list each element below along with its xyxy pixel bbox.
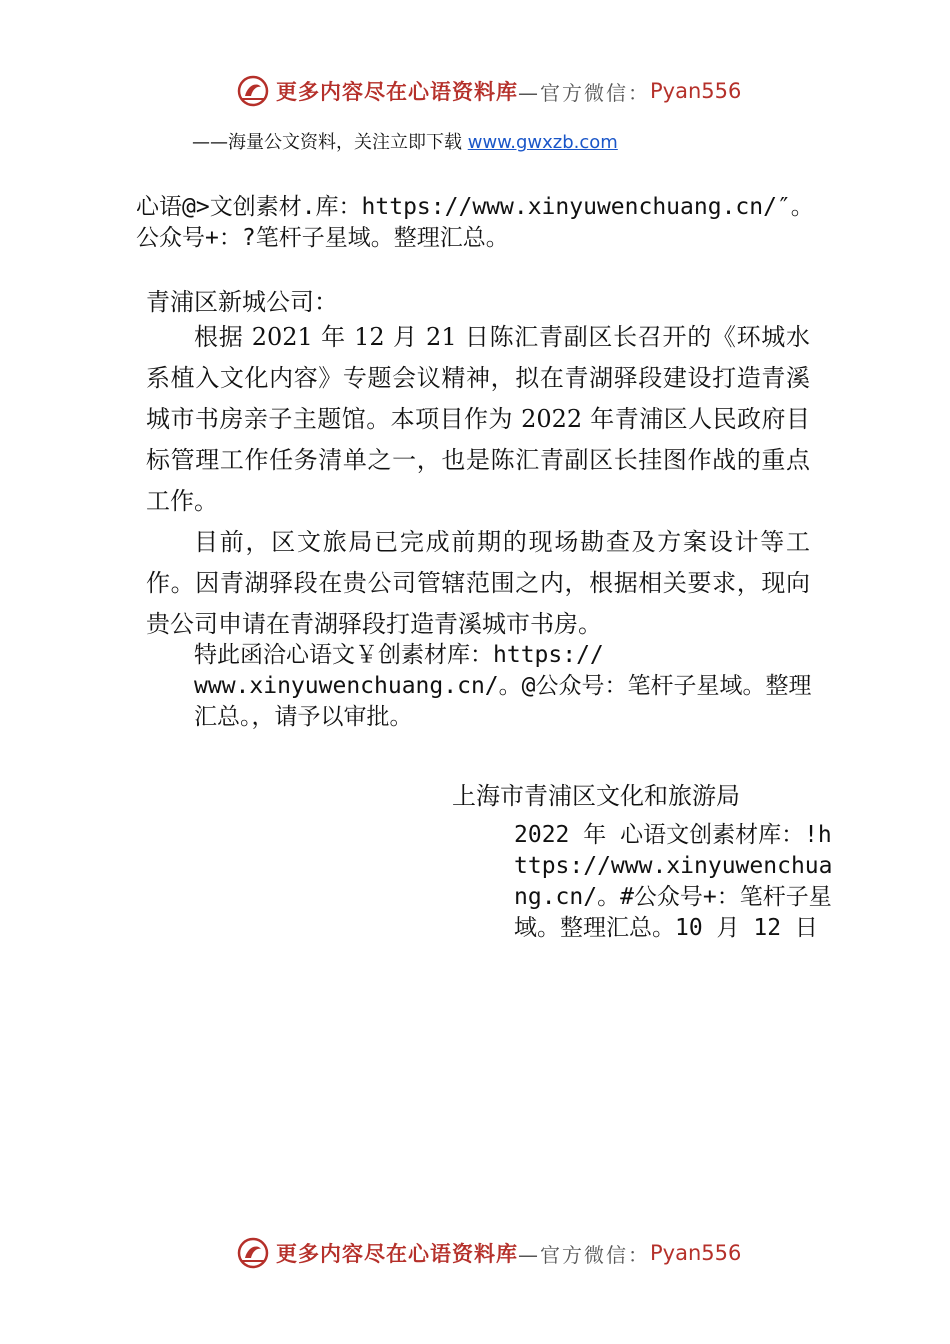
letter-paragraph-3	[194, 640, 824, 733]
footer-banner	[236, 1236, 741, 1270]
download-notice-text: ——海量公文资料，关注立即下载	[192, 132, 468, 153]
banner-main-text: 更多内容尽在心语资料库	[276, 80, 518, 104]
banner-account: Pyan556	[650, 79, 742, 103]
swan-logo-icon	[236, 1236, 270, 1270]
download-notice	[192, 128, 618, 154]
swan-logo-icon	[236, 74, 270, 108]
download-link[interactable]: www.gwxzb.com	[467, 132, 618, 153]
letter-salutation: 青浦区新城公司：	[146, 288, 338, 316]
letter-paragraph-1: 根据 2021 年 12 月 21 日陈汇青副区长召开的《环城水系植入文化内容》专题会议精神，拟在青湖驿段建设打造青溪城市书房亲子主题馆。本项目作为 2022 年青浦区人民政府目标管理工作任务清单之一，也是陈汇青副区长挂图作战的重点工作。	[146, 323, 810, 515]
banner-official-label: —官方微信：	[518, 80, 650, 105]
letter-paragraph-3-line-3: 汇总。，请予以审批。	[194, 704, 413, 730]
signature-date: 2022 年 心语文创素材库：!https://www.xinyuwenchuang.cn/。#公众号+：笔杆子星域。整理汇总。10 月 12 日	[514, 822, 833, 941]
watermark-note: 心语@>文创素材.库：https://www.xinyuwenchuang.cn/″。公众号+：?笔杆子星域。整理汇总。	[136, 194, 814, 251]
header-banner	[236, 74, 741, 108]
letter-paragraph-3-line-1: 特此函洽心语文￥创素材库：https://	[194, 642, 604, 668]
banner-main-text: 更多内容尽在心语资料库	[276, 1242, 518, 1266]
banner-official-label: —官方微信：	[518, 1242, 650, 1267]
letter-paragraph-2: 目前，区文旅局已完成前期的现场勘查及方案设计等工作。因青湖驿段在贵公司管辖范围之内，根据相关要求，现向贵公司申请在青湖驿段打造青溪城市书房。	[146, 528, 810, 638]
banner-account: Pyan556	[650, 1241, 742, 1265]
letter-paragraph-3-line-2: www.xinyuwenchuang.cn/。@公众号：笔杆子星域。整理	[194, 673, 812, 699]
signature-organization: 上海市青浦区文化和旅游局	[452, 782, 740, 810]
